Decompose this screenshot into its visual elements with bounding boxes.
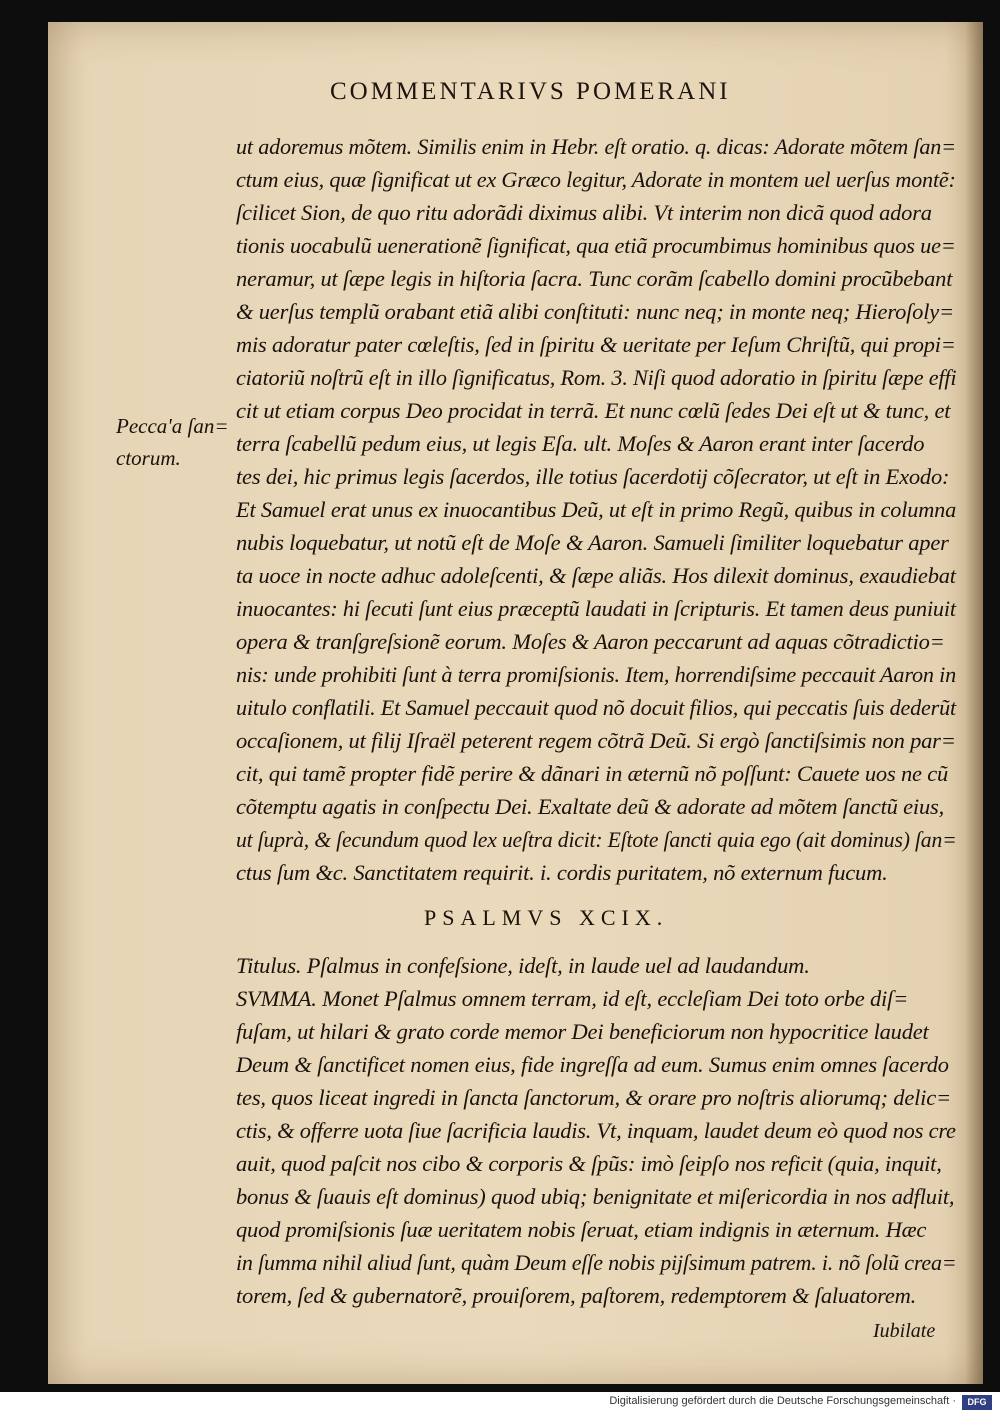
- text-line: fuſam, ut hilari & grato corde memor Dei beneficiorum non hypocritice laudet: [236, 1019, 929, 1044]
- text-line: cõtemptu agatis in conſpectu Dei. Exaltate deũ & adorate ad mõtem ſanctũ eius,: [236, 794, 945, 819]
- page-edge-shadow: [965, 22, 983, 1384]
- text-line: terra ſcabellũ pedum eius, ut legis Eſa. ult. Moſes & Aaron erant inter ſacerdo: [236, 431, 925, 456]
- text-line: ſcilicet Sion, de quo ritu adorãdi diximus alibi. Vt interim non dicã quod adora: [236, 200, 932, 225]
- margin-note-line: Pecca'a ſan=: [116, 414, 229, 438]
- footer-bar: [0, 1392, 1000, 1414]
- text-line: Et Samuel erat unus ex inuocantibus Deũ, ut eſt in primo Regũ, quibus in columna: [236, 497, 957, 522]
- running-head: COMMENTARIVS POMERANI: [330, 78, 731, 105]
- text-line: bonus & ſuauis eſt dominus) quod ubiq; benignitate et miſericordia in nos adfluit,: [236, 1184, 955, 1209]
- text-line: tionis uocabulũ uenerationẽ ſignificat, qua etiã procumbimus hominibus quos ue=: [236, 233, 956, 258]
- text-line: torem, ſed & gubernatorẽ, prouiſorem, paſtorem, redemptorem & ſaluatorem.: [236, 1283, 917, 1308]
- text-line: cit, qui tamẽ propter fidẽ perire & dãnari in æternũ nõ poſſunt: Cauete uos ne cũ: [236, 761, 949, 786]
- text-line: quod promiſsionis ſuæ ueritatem nobis ſeruat, etiam indignis in æternum. Hæc: [236, 1217, 927, 1242]
- text-line: Titulus. Pſalmus in confeſsione, ideſt, in laude uel ad laudandum.: [236, 953, 810, 978]
- text-line: tes dei, hic primus legis ſacerdos, ille totius ſacerdotij cõſecrator, ut eſt in Exodo:: [236, 464, 950, 489]
- text-line: ciatoriũ noſtrũ eſt in illo ſignificatus, Rom. 3. Niſi quod adoratio in ſpiritu ſæpe effi: [236, 365, 957, 390]
- text-line: nubis loquebatur, ut notũ eſt de Moſe & Aaron. Samueli ſimiliter loquebatur aper: [236, 530, 949, 555]
- text-line: tes, quos liceat ingredi in ſancta ſanctorum, & orare pro noſtris aliorumq; delic=: [236, 1085, 951, 1110]
- text-line: SVMMA. Monet Pſalmus omnem terram, id eſt, eccleſiam Dei toto orbe diſ=: [236, 986, 909, 1011]
- dfg-logo: DFG: [962, 1395, 992, 1410]
- text-line: ctus ſum &c. Sanctitatem requirit. i. cordis puritatem, nõ externum fucum.: [236, 860, 888, 885]
- text-line: ctis, & offerre uota ſiue ſacrificia laudis. Vt, inquam, laudet deum eò quod nos cre: [236, 1118, 956, 1143]
- text-line: cit ut etiam corpus Deo procidat in terrã. Et nunc cœlũ ſedes Dei eſt ut & tunc, et: [236, 398, 951, 423]
- text-line: ta uoce in nocte adhuc adoleſcenti, & ſæpe aliãs. Hos dilexit dominus, exaudiebat: [236, 563, 956, 588]
- psalm-heading: PSALMVS XCIX.: [424, 905, 669, 930]
- text-line: inuocantes: hi ſecuti ſunt eius præceptũ laudati in ſcripturis. Et tamen deus puniuit: [236, 596, 956, 621]
- text-line: ctum eius, quæ ſignificat ut ex Græco legitur, Adorate in montem uel uerſus montẽ:: [236, 167, 956, 192]
- text-line: nis: unde prohibiti ſunt à terra promiſsionis. Item, horrendiſsime peccauit Aaron in: [236, 662, 957, 687]
- catchword: Iubilate: [873, 1320, 936, 1342]
- text-line: opera & tranſgreſsionẽ eorum. Moſes & Aaron peccarunt ad aquas cõtradictio=: [236, 629, 945, 654]
- text-line: mis adoratur pater cœleſtis, ſed in ſpiritu & ueritate per Ieſum Chriſtũ, qui propi=: [236, 332, 956, 357]
- text-line: & uerſus templũ orabant etiã alibi conſtituti: nunc neq; in monte neq; Hieroſoly=: [236, 299, 955, 324]
- text-line: auit, quod paſcit nos cibo & corporis & ſpũs: imò ſeipſo nos reficit (quia, inquit,: [236, 1151, 942, 1176]
- text-line: occaſionem, ut filij Iſraël peterent regem cõtrã Deũ. Si ergò ſanctiſsimis non par=: [236, 728, 956, 753]
- text-line: Deum & ſanctificet nomen eius, fide ingreſſa ad eum. Sumus enim omnes ſacerdo: [236, 1052, 949, 1077]
- footer-credit: Digitalisierung gefördert durch die Deutsche Forschungsgemeinschaft ·: [609, 1395, 956, 1407]
- text-line: ut ſuprà, & ſecundum quod lex ueſtra dicit: Eſtote ſancti quia ego (ait dominus) ſan=: [236, 827, 957, 852]
- text-line: in ſumma nihil aliud ſunt, quàm Deum eſſe nobis pijſsimum patrem. i. nõ ſolũ crea=: [236, 1250, 957, 1275]
- margin-note-line: ctorum.: [116, 446, 181, 470]
- text-line: neramur, ut ſæpe legis in hiſtoria ſacra. Tunc corãm ſcabello domini procũbebant: [236, 266, 953, 291]
- text-line: ut adoremus mõtem. Similis enim in Hebr. eſt oratio. q. dicas: Adorate mõtem ſan=: [236, 134, 956, 159]
- text-line: uitulo conflatili. Et Samuel peccauit quod nõ docuit filios, qui peccatis ſuis dederũt: [236, 695, 956, 720]
- margin-note: [116, 410, 236, 474]
